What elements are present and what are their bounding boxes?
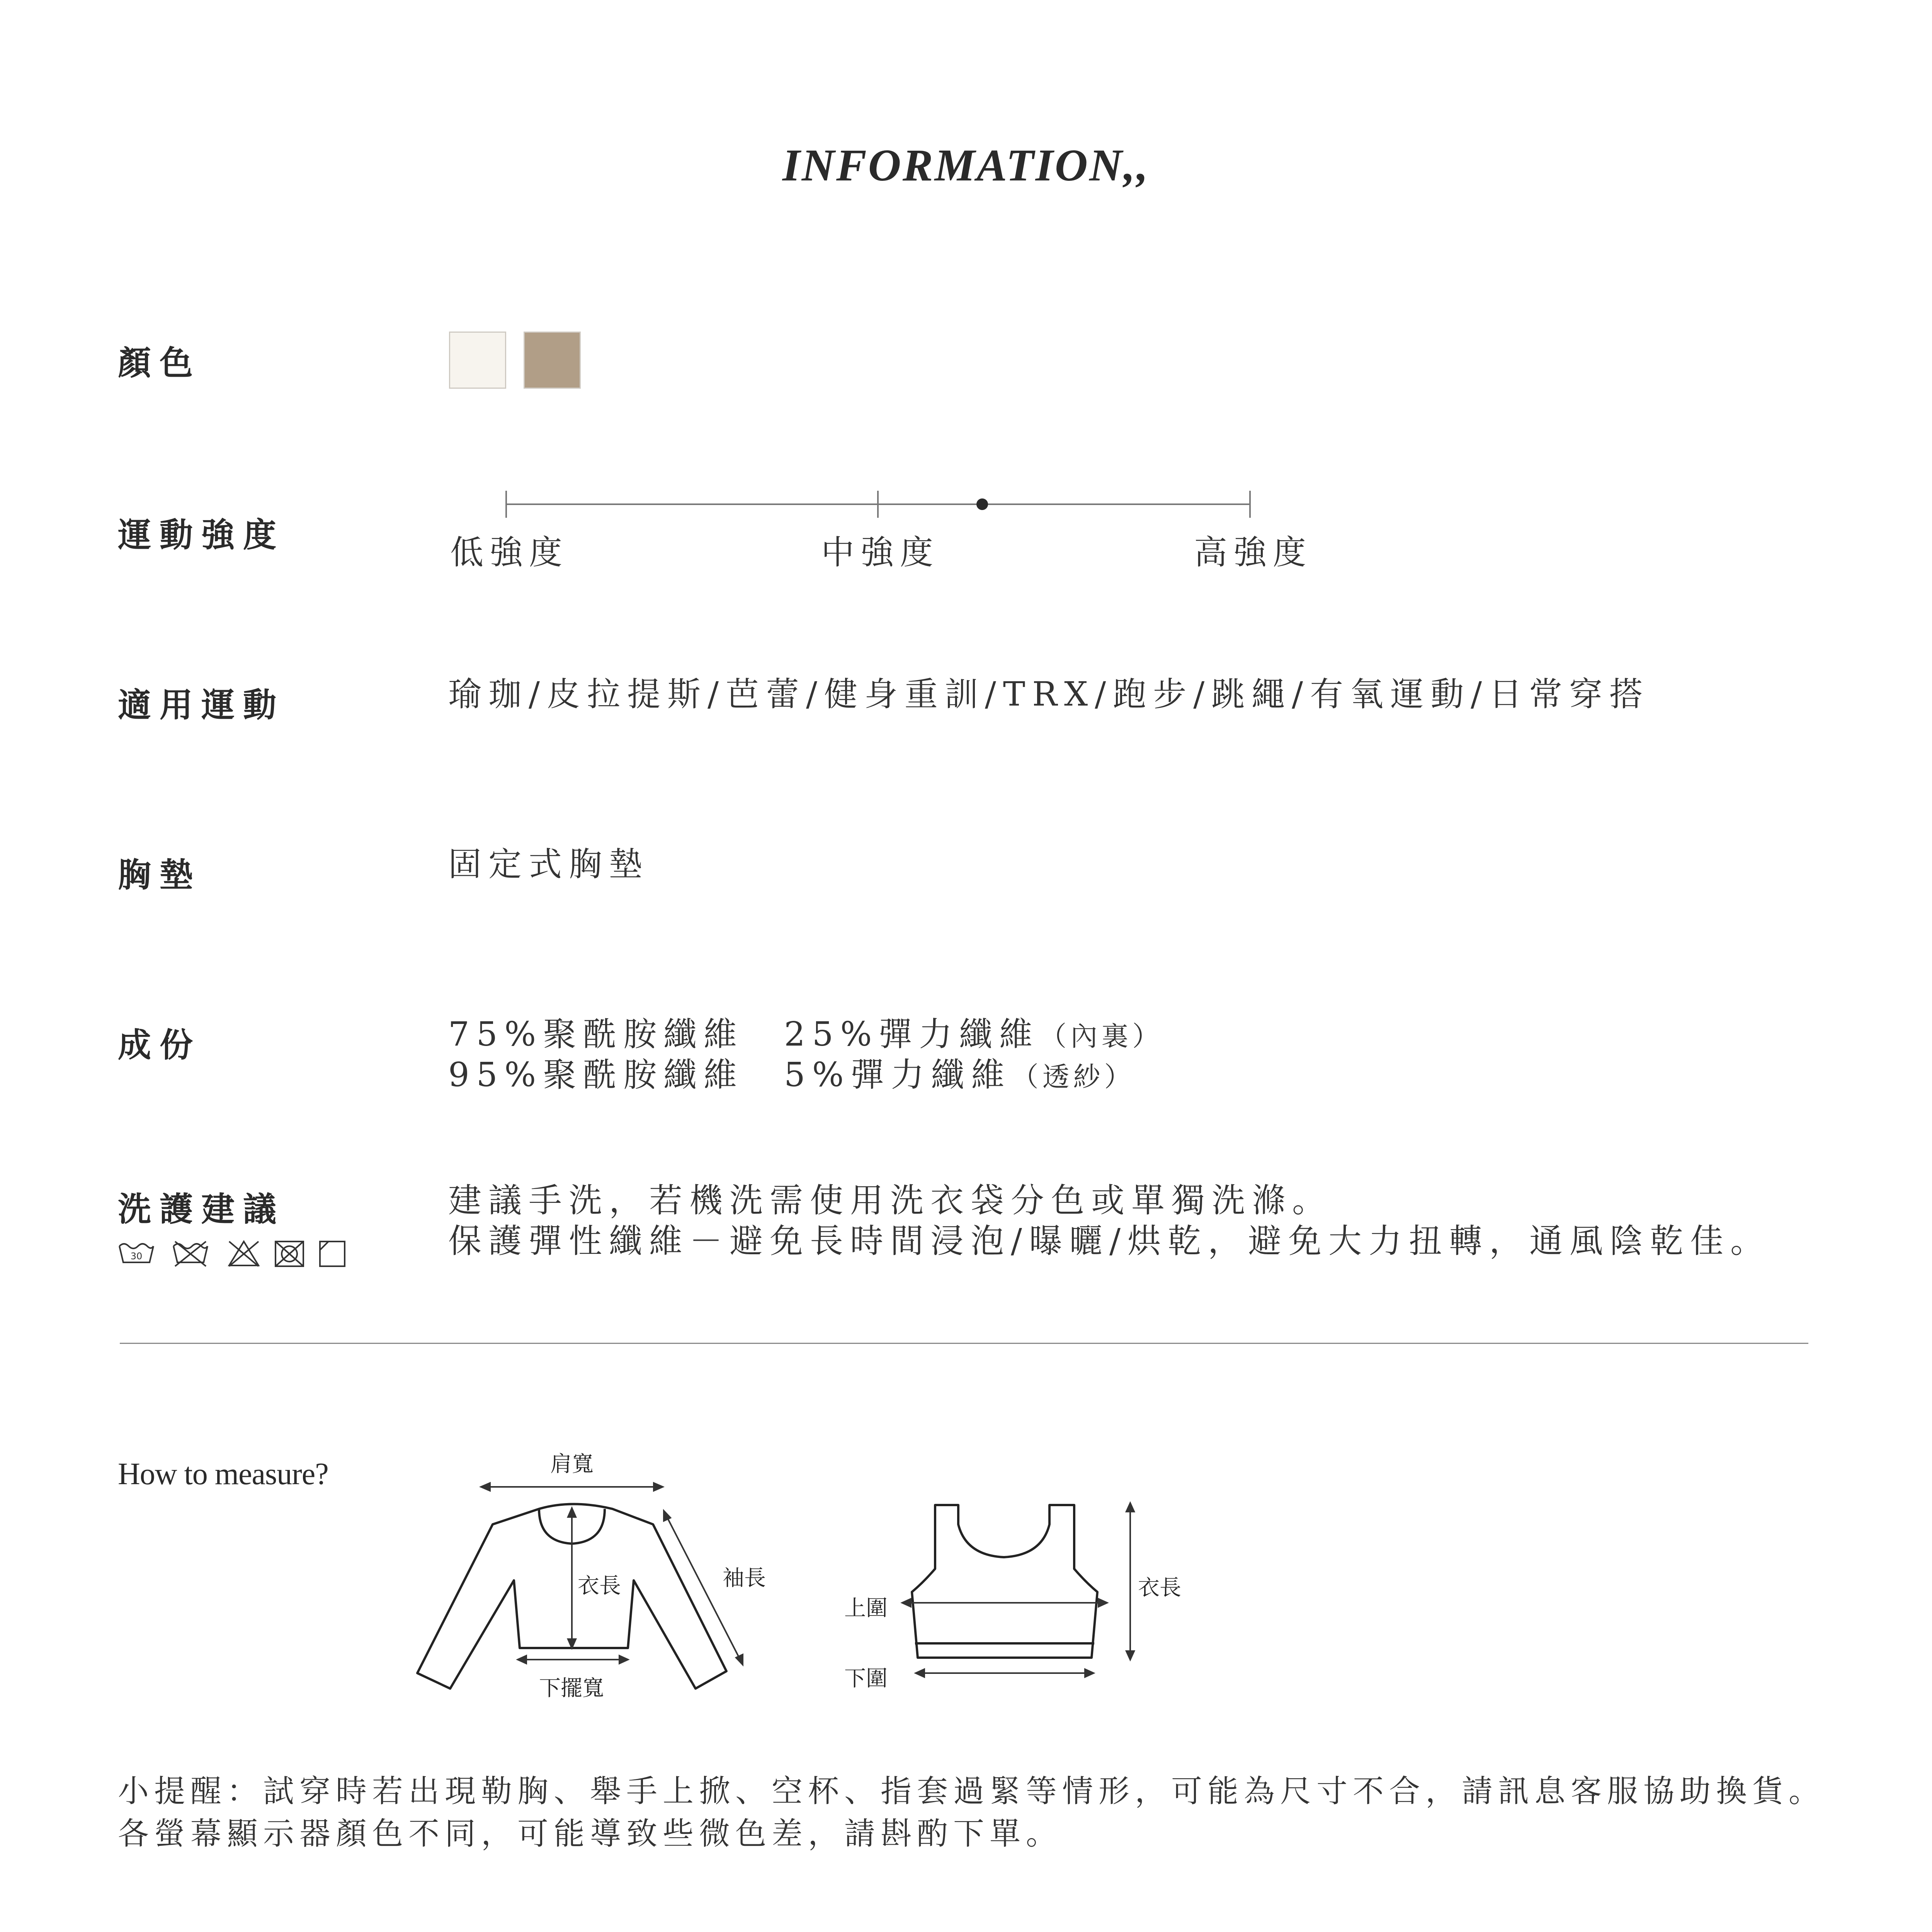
bra-outline (912, 1505, 1097, 1658)
measure-heading: How to measure? (118, 1457, 328, 1491)
pad-value: 固定式胸墊 (448, 845, 649, 884)
composition-line-1-note: （內裏） (1039, 1020, 1163, 1052)
care-line-1: 建議手洗，若機洗需使用洗衣袋分色或單獨洗滌。 (448, 1181, 1332, 1220)
sports-value: 瑜珈/皮拉提斯/芭蕾/健身重訓/TRX/跑步/跳繩/有氧運動/日常穿搭 (448, 675, 1650, 714)
care-line-2: 保護彈性纖維－避免長時間浸泡/曝曬/烘乾，避免大力扭轉，通風陰乾佳。 (448, 1222, 1770, 1260)
sleeve-length-label: 袖長 (723, 1566, 766, 1591)
shoulder-width-label: 肩寬 (550, 1452, 594, 1477)
hem-width-label: 下擺寬 (539, 1676, 604, 1701)
wash-temp-text: 30 (130, 1251, 143, 1262)
care-label: 洗護建議 (118, 1190, 285, 1229)
composition-line-2-note: （透紗） (1011, 1061, 1135, 1093)
under-bust-label: 下圍 (844, 1666, 888, 1691)
intensity-level-high: 高強度 (1194, 533, 1312, 572)
composition-line-1-main: 75%聚酰胺纖維 25%彈力纖維 (448, 1015, 1040, 1054)
top-length-label: 衣長 (578, 1573, 621, 1599)
pad-label: 胸墊 (118, 855, 201, 895)
composition-label: 成份 (118, 1026, 201, 1065)
intensity-level-mid: 中強度 (821, 533, 939, 572)
upper-chest-label: 上圍 (844, 1596, 888, 1621)
note-line-1: 小提醒：試穿時若出現勒胸、舉手上掀、空杯、指套過緊等情形，可能為尺寸不合，請訊息客服協助換貨。 (118, 1773, 1825, 1809)
composition-line-2-main: 95%聚酰胺纖維 5%彈力纖維 (448, 1056, 1012, 1094)
intensity-level-low: 低強度 (450, 533, 568, 572)
bra-length-label: 衣長 (1138, 1575, 1181, 1600)
page-title: INFORMATION,, (782, 140, 1150, 190)
intensity-label: 運動強度 (118, 515, 285, 554)
sports-label: 適用運動 (118, 685, 285, 724)
note-line-2: 各螢幕顯示器顏色不同，可能導致些微色差，請斟酌下單。 (118, 1816, 1062, 1852)
color-label: 顏色 (118, 344, 201, 383)
